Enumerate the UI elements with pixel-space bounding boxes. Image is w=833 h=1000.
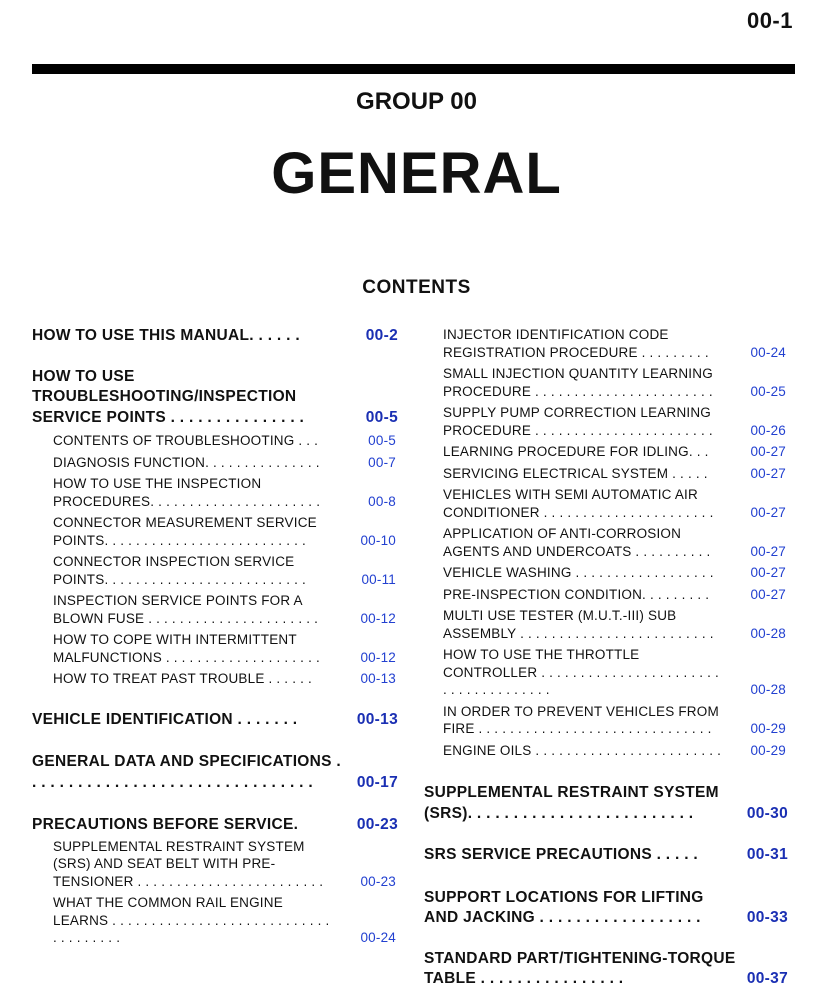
toc-page-link[interactable]: 00-27: [750, 565, 786, 580]
toc-entry-minor[interactable]: [53, 592, 398, 627]
toc-entry-text: DIAGNOSIS FUNCTION. . . . . . . . . . . . . . .: [53, 454, 320, 470]
toc-entry-text: HOW TO USE THE INSPECTION PROCEDURES. . . . . . . . . . . . . . . . . . . . . .: [53, 476, 321, 509]
toc-page-link[interactable]: 00-12: [360, 610, 396, 626]
toc-entry-minor[interactable]: [443, 486, 788, 521]
toc-right-column: [424, 326, 788, 990]
toc-entry-minor[interactable]: [443, 646, 788, 699]
toc-page-link[interactable]: 00-11: [361, 571, 396, 587]
toc-entry-minor[interactable]: [53, 838, 398, 891]
toc-entry-text: SUPPORT LOCATIONS FOR LIFTING AND JACKING . . . . . . . . . . . . . . . . . .: [424, 888, 704, 926]
toc-entry-text: VEHICLE WASHING . . . . . . . . . . . . . . . . . .: [443, 565, 714, 580]
toc-entry-minor[interactable]: [443, 465, 788, 483]
toc-page-link[interactable]: 00-28: [750, 625, 786, 641]
toc-entry-minor[interactable]: [53, 894, 398, 947]
toc-page-link[interactable]: 00-13: [360, 671, 396, 686]
toc-entry-text: MULTI USE TESTER (M.U.T.-III) SUB ASSEMBLY . . . . . . . . . . . . . . . . . . . . . . . . .: [443, 608, 714, 641]
toc-page-link[interactable]: 00-28: [750, 682, 786, 697]
toc-page-link[interactable]: 00-27: [750, 586, 786, 602]
toc-entry-minor[interactable]: [443, 564, 788, 582]
toc-page-link[interactable]: 00-17: [356, 773, 398, 791]
toc-entry-major[interactable]: [32, 752, 398, 793]
toc-page-link[interactable]: 00-33: [746, 909, 788, 926]
toc-entry-text: LEARNING PROCEDURE FOR IDLING. . .: [443, 444, 709, 459]
toc-entry-major[interactable]: [424, 888, 788, 929]
toc-entry-minor[interactable]: [443, 404, 788, 439]
toc-entry-minor[interactable]: [443, 607, 788, 642]
group-title: GROUP 00: [356, 88, 477, 115]
toc-entry-text: WHAT THE COMMON RAIL ENGINE LEARNS . . . . . . . . . . . . . . . . . . . . . . . . . . . . . . . . . . . . .: [53, 895, 330, 945]
toc-entry-major[interactable]: [424, 845, 788, 866]
toc-entry-text: CONNECTOR INSPECTION SERVICE POINTS. . . . . . . . . . . . . . . . . . . . . . . . . .: [53, 554, 306, 587]
toc-entry-text: HOW TO COPE WITH INTERMITTENT MALFUNCTIONS . . . . . . . . . . . . . . . . . . . .: [53, 632, 320, 665]
toc-page-link[interactable]: 00-27: [750, 444, 786, 459]
toc-entry-minor[interactable]: [53, 454, 398, 472]
toc-entry-text: SUPPLY PUMP CORRECTION LEARNING PROCEDURE . . . . . . . . . . . . . . . . . . . . . . .: [443, 405, 713, 438]
toc-page-link[interactable]: 00-29: [750, 721, 786, 736]
toc-entry-text: HOW TO TREAT PAST TROUBLE . . . . . .: [53, 671, 312, 686]
header-rule: [32, 64, 795, 74]
toc-page-link[interactable]: 00-27: [750, 504, 786, 520]
toc-page-link[interactable]: 00-24: [360, 930, 396, 945]
toc-entry-minor[interactable]: [443, 742, 788, 760]
toc-entry-text: CONNECTOR MEASUREMENT SERVICE POINTS. . . . . . . . . . . . . . . . . . . . . . . . . .: [53, 515, 317, 548]
toc-entry-major[interactable]: [32, 710, 398, 731]
toc-entry-text: HOW TO USE THIS MANUAL. . . . . .: [32, 327, 300, 344]
toc-entry-text: HOW TO USE TROUBLESHOOTING/INSPECTION SERVICE POINTS . . . . . . . . . . . . . . .: [32, 367, 305, 426]
toc-page-link[interactable]: 00-27: [750, 465, 786, 481]
contents-heading: CONTENTS: [362, 277, 471, 298]
toc-entry-minor[interactable]: [443, 586, 788, 604]
toc-entry-text: VEHICLE IDENTIFICATION . . . . . . .: [32, 710, 298, 728]
toc-entry-minor[interactable]: [53, 631, 398, 666]
toc-entry-text: HOW TO USE THE THROTTLE CONTROLLER . . . . . . . . . . . . . . . . . . . . . . . . . . . . . . . . . . . . .: [443, 647, 719, 697]
toc-page-link[interactable]: 00-13: [356, 710, 398, 728]
toc-entry-minor[interactable]: [443, 525, 788, 560]
toc-page-link[interactable]: 00-27: [750, 543, 786, 559]
toc-page-link[interactable]: 00-30: [746, 804, 788, 822]
toc-entry-major[interactable]: [32, 367, 398, 429]
toc-page-link[interactable]: 00-24: [750, 344, 786, 360]
toc-entry-text: SERVICING ELECTRICAL SYSTEM . . . . .: [443, 465, 708, 481]
toc-page-link[interactable]: 00-31: [746, 846, 788, 863]
toc-entry-text: CONTENTS OF TROUBLESHOOTING . . .: [53, 433, 319, 448]
toc-page-link[interactable]: 00-7: [368, 454, 396, 470]
toc-entry-text: SRS SERVICE PRECAUTIONS . . . . .: [424, 846, 699, 863]
toc-entry-major[interactable]: [424, 949, 788, 990]
chapter-title: GENERAL: [271, 141, 562, 206]
toc-entry-minor[interactable]: [443, 443, 788, 461]
toc-entry-major[interactable]: [32, 326, 398, 347]
toc-page-link[interactable]: 00-29: [750, 742, 786, 758]
toc-page-link[interactable]: 00-8: [368, 493, 396, 509]
toc-page-link[interactable]: 00-2: [365, 327, 398, 344]
toc-entry-major[interactable]: [424, 783, 788, 824]
toc-page-link[interactable]: 00-25: [750, 383, 786, 399]
toc-entry-text: VEHICLES WITH SEMI AUTOMATIC AIR CONDITIONER . . . . . . . . . . . . . . . . . . . . . .: [443, 487, 714, 520]
toc-page-link[interactable]: 00-23: [360, 873, 396, 889]
toc-entry-minor[interactable]: [53, 514, 398, 549]
toc-entry-minor[interactable]: [443, 365, 788, 400]
page-number: 00-1: [746, 8, 793, 33]
toc-page-link[interactable]: 00-10: [360, 532, 396, 548]
toc-entry-text: SUPPLEMENTAL RESTRAINT SYSTEM (SRS) AND SEAT BELT WITH PRE-TENSIONER . . . . . . . . . . . . . . . . . . . . . . . .: [53, 838, 324, 889]
toc-entry-text: PRE-INSPECTION CONDITION. . . . . . . . .: [443, 586, 710, 602]
toc-entry-text: STANDARD PART/TIGHTENING-TORQUE TABLE . . . . . . . . . . . . . . . .: [424, 949, 736, 987]
toc-entry-text: IN ORDER TO PREVENT VEHICLES FROM FIRE . . . . . . . . . . . . . . . . . . . . . . . . . . . . . .: [443, 703, 719, 736]
toc-entry-minor[interactable]: [53, 670, 398, 688]
toc-entry-text: SMALL INJECTION QUANTITY LEARNING PROCEDURE . . . . . . . . . . . . . . . . . . . . . . .: [443, 366, 713, 399]
toc-entry-minor[interactable]: [443, 703, 788, 738]
toc-page-link[interactable]: 00-37: [746, 970, 788, 987]
toc-page-link[interactable]: 00-5: [368, 433, 396, 448]
toc-entry-text: PRECAUTIONS BEFORE SERVICE.: [32, 816, 299, 833]
toc-entry-minor[interactable]: [53, 475, 398, 510]
toc-page-link[interactable]: 00-26: [750, 422, 786, 438]
toc-entry-major[interactable]: [32, 815, 398, 836]
toc-entry-minor[interactable]: [443, 326, 788, 361]
toc-entry-minor[interactable]: [53, 553, 398, 588]
toc-entry-text: APPLICATION OF ANTI-CORROSION AGENTS AND UNDERCOATS . . . . . . . . . .: [443, 526, 711, 559]
toc-entry-text: INJECTOR IDENTIFICATION CODE REGISTRATION PROCEDURE . . . . . . . . .: [443, 327, 709, 360]
toc-left-column: [32, 326, 398, 951]
toc-entry-text: INSPECTION SERVICE POINTS FOR A BLOWN FUSE . . . . . . . . . . . . . . . . . . . . . .: [53, 593, 319, 626]
toc-entry-minor[interactable]: [53, 432, 398, 450]
toc-entry-text: ENGINE OILS . . . . . . . . . . . . . . . . . . . . . . . .: [443, 742, 722, 758]
toc-entry-text: GENERAL DATA AND SPECIFICATIONS . . . . . . . . . . . . . . . . . . . . . . . . . . . . . . . .: [32, 753, 342, 791]
toc-entry-text: SUPPLEMENTAL RESTRAINT SYSTEM (SRS). . . . . . . . . . . . . . . . . . . . . . . . .: [424, 784, 719, 822]
toc-page-link[interactable]: 00-12: [360, 649, 396, 665]
toc-page-link[interactable]: 00-5: [365, 408, 398, 426]
toc-page-link[interactable]: 00-23: [356, 816, 398, 833]
